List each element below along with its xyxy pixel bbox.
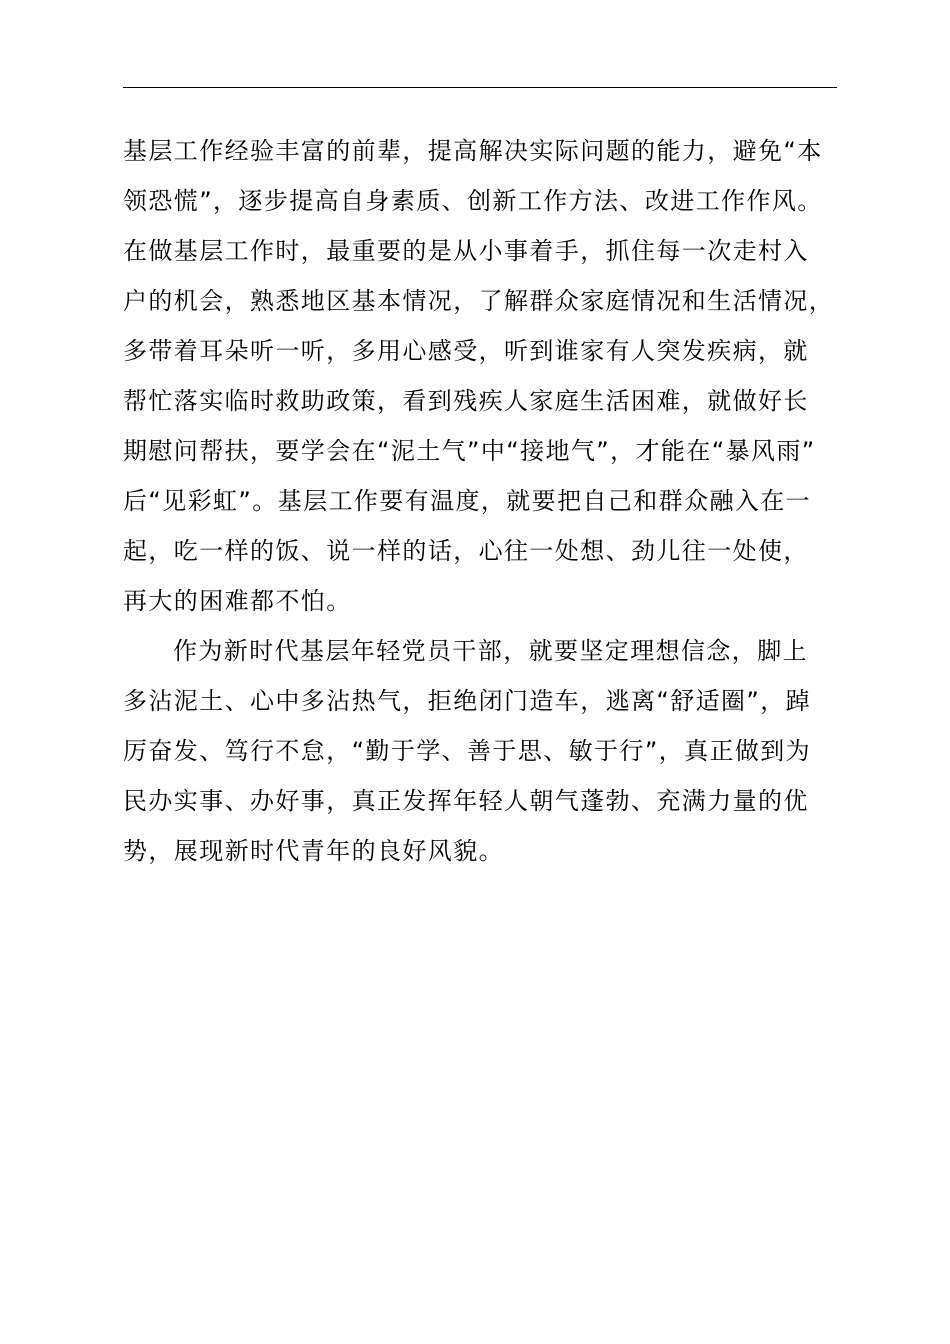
header-rule bbox=[123, 87, 837, 88]
paragraph-1 bbox=[123, 126, 843, 626]
text-line: 后“见彩虹”。基层工作要有温度，就要把自己和群众融入在一 bbox=[123, 487, 812, 515]
text-line: 帮忙落实临时救助政策，看到残疾人家庭生活困难，就做好长 bbox=[123, 387, 809, 415]
text-line: 厉奋发、笃行不怠，“勤于学、善于思、敏于行”，真正做到为 bbox=[123, 737, 812, 765]
text-line: 户的机会，熟悉地区基本情况，了解群众家庭情况和生活情况， bbox=[123, 287, 835, 315]
text-line: 多沾泥土、心中多沾热气，拒绝闭门造车，逃离“舒适圈”，踔 bbox=[123, 687, 812, 715]
text-line-first-indented: 作为新时代基层年轻党员干部，就要坚定理想信念，脚上 bbox=[173, 637, 808, 665]
text-line: 基层工作经验丰富的前辈，提高解决实际问题的能力，避免“本 bbox=[123, 137, 823, 165]
text-line: 领恐慌”，逐步提高自身素质、创新工作方法、改进工作作风。 bbox=[123, 187, 823, 215]
text-line: 起，吃一样的饭、说一样的话，心往一处想、劲儿往一处使， bbox=[123, 537, 809, 565]
text-line: 势，展现新时代青年的良好风貌。 bbox=[123, 837, 504, 865]
text-line: 期慰问帮扶，要学会在“泥土气”中“接地气”，才能在“暴风雨” bbox=[123, 437, 816, 465]
text-line: 多带着耳朵听一听，多用心感受，听到谁家有人突发疾病，就 bbox=[123, 337, 809, 365]
text-line: 在做基层工作时，最重要的是从小事着手，抓住每一次走村入 bbox=[123, 237, 809, 265]
text-line: 再大的困难都不怕。 bbox=[123, 587, 352, 615]
paragraph-2 bbox=[123, 626, 843, 876]
text-line: 民办实事、办好事，真正发挥年轻人朝气蓬勃、充满力量的优 bbox=[123, 787, 809, 815]
document-body bbox=[123, 126, 843, 876]
